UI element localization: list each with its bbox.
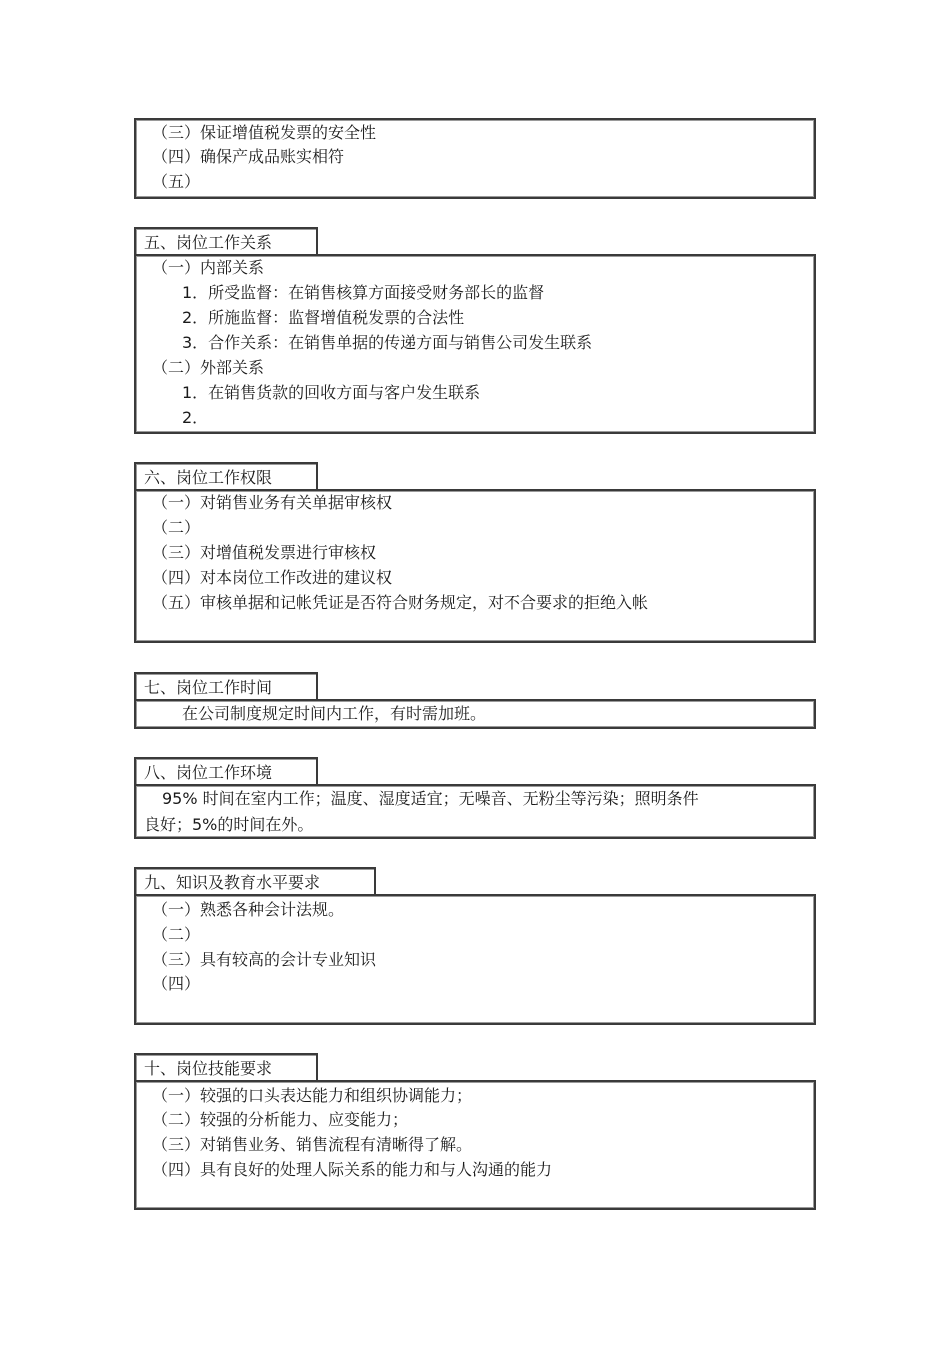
sec9-item: （二） <box>152 925 201 944</box>
sec6-item: （五）审核单据和记帐凭证是否符合财务规定，对不合要求的拒绝入帐 <box>152 593 649 612</box>
section-8-title: 八、岗位工作环境 <box>134 757 318 785</box>
section-5-title: 五、岗位工作关系 <box>134 227 318 255</box>
sec5-internal-head: （一）内部关系 <box>152 258 265 277</box>
sec9-item: （四） <box>152 974 201 993</box>
section-6-title: 六、岗位工作权限 <box>134 462 318 490</box>
sec9-item: （三）具有较高的会计专业知识 <box>152 950 377 969</box>
sec4-item: （五） <box>152 172 201 191</box>
sec5-internal-item: 1．所受监督：在销售核算方面接受财务部长的监督 <box>182 283 545 302</box>
sec6-item: （一）对销售业务有关单据审核权 <box>152 493 393 512</box>
sec7-text: 在公司制度规定时间内工作，有时需加班。 <box>182 704 487 723</box>
sec10-item: （四）具有良好的处理人际关系的能力和与人沟通的能力 <box>152 1160 553 1179</box>
sec6-item: （三）对增值税发票进行审核权 <box>152 543 377 562</box>
sec9-item: （一）熟悉各种会计法规。 <box>152 900 345 919</box>
sec4-item: （三）保证增值税发票的安全性 <box>152 123 377 142</box>
section-9-title: 九、知识及教育水平要求 <box>134 867 376 895</box>
sec8-line-2: 良好；5%的时间在外。 <box>144 815 314 834</box>
sec5-external-head: （二）外部关系 <box>152 358 265 377</box>
sec10-item: （二）较强的分析能力、应变能力； <box>152 1110 409 1129</box>
section-10-title: 十、岗位技能要求 <box>134 1053 318 1081</box>
sec8-line-1: 95% 时间在室内工作；温度、湿度适宜；无噪音、无粉尘等污染；照明条件 <box>162 789 699 808</box>
sec10-item: （三）对销售业务、销售流程有清晰得了解。 <box>152 1135 473 1154</box>
sec5-internal-item: 3．合作关系：在销售单据的传递方面与销售公司发生联系 <box>182 333 593 352</box>
section-7-title: 七、岗位工作时间 <box>134 672 318 700</box>
sec10-item: （一）较强的口头表达能力和组织协调能力； <box>152 1086 473 1105</box>
sec6-item: （二） <box>152 518 201 537</box>
sec5-external-item: 2． <box>182 408 209 427</box>
sec4-item: （四）确保产成品账实相符 <box>152 147 345 166</box>
sec6-item: （四）对本岗位工作改进的建议权 <box>152 568 393 587</box>
sec5-internal-item: 2．所施监督：监督增值税发票的合法性 <box>182 308 465 327</box>
sec5-external-item: 1．在销售货款的回收方面与客户发生联系 <box>182 383 481 402</box>
